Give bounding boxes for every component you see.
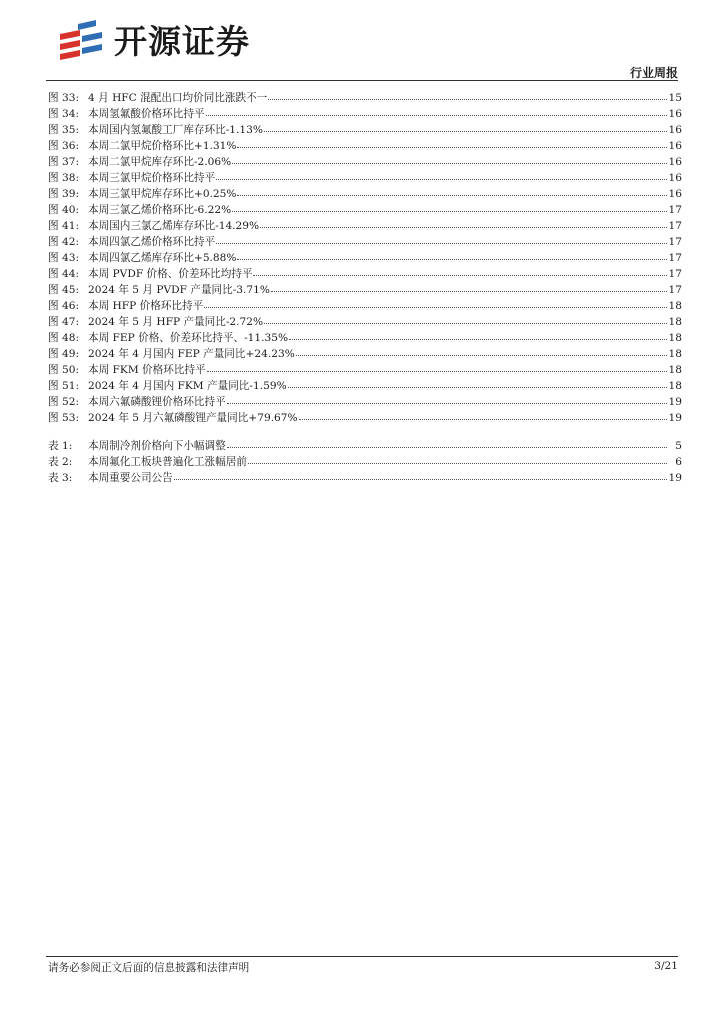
figure-entry-title: 本周氢氟酸价格环比持平 — [88, 108, 205, 120]
figure-entry-label: 图 50: — [48, 364, 80, 376]
figure-entry[interactable] — [48, 394, 682, 410]
disclaimer-text: 请务必参阅正文后面的信息披露和法律声明 — [48, 962, 250, 974]
page-number: 3/21 — [654, 960, 678, 972]
table-entry-page: 19 — [668, 472, 682, 484]
figure-entry-page: 15 — [668, 92, 682, 104]
figure-entry-page: 16 — [668, 108, 682, 120]
page-header — [0, 0, 724, 82]
figure-entry-page: 16 — [668, 172, 682, 184]
leader-dots — [288, 377, 667, 388]
figure-entry-page: 19 — [668, 396, 682, 408]
figure-entry-label: 图 47: — [48, 316, 80, 328]
figure-entry-page: 18 — [668, 332, 682, 344]
table-entry-page: 6 — [675, 456, 682, 468]
figure-entry-page: 18 — [668, 348, 682, 360]
figure-list — [48, 90, 682, 426]
figure-entry[interactable] — [48, 106, 682, 122]
figure-entry-title: 本周二氯甲烷库存环比-2.06% — [88, 156, 232, 168]
leader-dots — [264, 121, 667, 132]
leader-dots — [237, 249, 667, 260]
leader-dots — [264, 313, 667, 324]
figure-entry[interactable] — [48, 266, 682, 282]
figure-entry-title: 本周四氯乙烯库存环比+5.88% — [88, 252, 237, 264]
leader-dots — [237, 137, 667, 148]
figure-entry[interactable] — [48, 186, 682, 202]
leader-dots — [204, 297, 667, 308]
figure-entry-label: 图 44: — [48, 268, 80, 280]
figure-entry[interactable] — [48, 362, 682, 378]
figure-entry[interactable] — [48, 410, 682, 426]
figure-entry-page: 18 — [668, 380, 682, 392]
figure-entry-title: 本周三氯甲烷价格环比持平 — [88, 172, 216, 184]
figure-entry-page: 17 — [668, 220, 682, 232]
figure-entry-title: 本周国内三氯乙烯库存环比-14.29% — [88, 220, 260, 232]
figure-entry-label: 图 33: — [48, 92, 80, 104]
figure-entry[interactable] — [48, 346, 682, 362]
figure-entry[interactable] — [48, 330, 682, 346]
figure-entry-label: 图 38: — [48, 172, 80, 184]
figure-entry[interactable] — [48, 154, 682, 170]
figure-entry-title: 本周六氟磷酸锂价格环比持平 — [88, 396, 226, 408]
table-entry-title: 本周重要公司公告 — [88, 472, 173, 484]
figure-entry-page: 17 — [668, 252, 682, 264]
figure-entry[interactable] — [48, 298, 682, 314]
leader-dots — [248, 453, 667, 464]
figure-entry[interactable] — [48, 314, 682, 330]
leader-dots — [232, 153, 667, 164]
figure-entry-page: 17 — [668, 268, 682, 280]
figure-entry-page: 19 — [668, 412, 682, 424]
figure-entry-page: 17 — [668, 236, 682, 248]
figure-entry-label: 图 46: — [48, 300, 80, 312]
figure-entry-page: 18 — [668, 300, 682, 312]
table-entry[interactable] — [48, 470, 682, 486]
brand-logo — [58, 20, 298, 66]
figure-entry-title: 2024 年 5 月六氟磷酸锂产量同比+79.67% — [88, 412, 298, 424]
figure-entry-label: 图 52: — [48, 396, 80, 408]
leader-dots — [174, 469, 667, 480]
figure-entry[interactable] — [48, 138, 682, 154]
figure-entry-page: 16 — [668, 188, 682, 200]
header-divider — [46, 80, 678, 81]
figure-entry[interactable] — [48, 202, 682, 218]
figure-entry-title: 本周二氯甲烷价格环比+1.31% — [88, 140, 237, 152]
figure-entry[interactable] — [48, 170, 682, 186]
leader-dots — [268, 89, 667, 100]
leader-dots — [289, 329, 667, 340]
figure-entry[interactable] — [48, 378, 682, 394]
figure-entry-title: 本周三氯甲烷库存环比+0.25% — [88, 188, 237, 200]
table-entry-label: 表 1: — [48, 440, 73, 452]
figure-entry-page: 18 — [668, 364, 682, 376]
figure-entry-label: 图 49: — [48, 348, 80, 360]
figure-entry-label: 图 37: — [48, 156, 80, 168]
figure-entry[interactable] — [48, 250, 682, 266]
figure-entry-title: 本周三氯乙烯价格环比-6.22% — [88, 204, 232, 216]
table-entry[interactable] — [48, 454, 682, 470]
table-list — [48, 438, 682, 486]
table-entry-label: 表 3: — [48, 472, 73, 484]
leader-dots — [271, 281, 667, 292]
figure-entry-label: 图 36: — [48, 140, 80, 152]
figure-entry-label: 图 42: — [48, 236, 80, 248]
figure-entry-page: 16 — [668, 140, 682, 152]
table-entry[interactable] — [48, 438, 682, 454]
figure-entry-page: 17 — [668, 204, 682, 216]
leader-dots — [206, 105, 667, 116]
figure-entry-title: 本周 PVDF 价格、价差环比均持平 — [88, 268, 253, 280]
brand-logo-icon — [58, 20, 106, 64]
figure-entry-label: 图 51: — [48, 380, 80, 392]
figure-entry-page: 18 — [668, 316, 682, 328]
figure-entry-title: 2024 年 4 月国内 FEP 产量同比+24.23% — [88, 348, 295, 360]
figure-entry-title: 本周四氯乙烯价格环比持平 — [88, 236, 216, 248]
leader-dots — [237, 185, 667, 196]
table-entry-label: 表 2: — [48, 456, 73, 468]
leader-dots — [296, 345, 667, 356]
figure-entry-title: 2024 年 5 月 PVDF 产量同比-3.71% — [88, 284, 270, 296]
report-type: 行业周报 — [629, 66, 678, 80]
figure-entry-title: 本周国内氢氟酸工厂库存环比-1.13% — [88, 124, 263, 136]
figure-entry-label: 图 39: — [48, 188, 80, 200]
figure-entry[interactable] — [48, 122, 682, 138]
leader-dots — [227, 437, 667, 448]
figure-entry-page: 17 — [668, 284, 682, 296]
figure-entry-label: 图 35: — [48, 124, 80, 136]
figure-entry[interactable] — [48, 234, 682, 250]
leader-dots — [299, 409, 667, 420]
leader-dots — [253, 265, 667, 276]
figure-entry-title: 2024 年 5 月 HFP 产量同比-2.72% — [88, 316, 264, 328]
figure-entry-label: 图 34: — [48, 108, 80, 120]
brand-name: 开源证券 — [114, 22, 250, 61]
leader-dots — [260, 217, 667, 228]
table-entry-title: 本周制冷剂价格向下小幅调整 — [88, 440, 226, 452]
figure-entry-title: 本周 HFP 价格环比持平 — [88, 300, 204, 312]
figure-entry-label: 图 45: — [48, 284, 80, 296]
leader-dots — [216, 169, 667, 180]
figure-entry[interactable] — [48, 218, 682, 234]
figure-entry-title: 本周 FEP 价格、价差环比持平、-11.35% — [88, 332, 289, 344]
figure-entry[interactable] — [48, 282, 682, 298]
leader-dots — [227, 393, 667, 404]
table-entry-page: 5 — [675, 440, 682, 452]
figure-entry-title: 4 月 HFC 混配出口均价同比涨跌不一 — [88, 92, 268, 104]
leader-dots — [232, 201, 667, 212]
figure-entry-label: 图 41: — [48, 220, 80, 232]
figure-entry[interactable] — [48, 90, 682, 106]
figure-entry-label: 图 48: — [48, 332, 80, 344]
figure-entry-label: 图 40: — [48, 204, 80, 216]
figure-entry-title: 本周 FKM 价格环比持平 — [88, 364, 206, 376]
figure-entry-page: 16 — [668, 156, 682, 168]
figure-entry-page: 16 — [668, 124, 682, 136]
footer-divider — [46, 956, 678, 957]
table-entry-title: 本周氟化工板块普遍化工涨幅居前 — [88, 456, 247, 468]
leader-dots — [207, 361, 667, 372]
figure-entry-label: 图 53: — [48, 412, 80, 424]
figure-entry-label: 图 43: — [48, 252, 80, 264]
leader-dots — [216, 233, 667, 244]
figure-entry-title: 2024 年 4 月国内 FKM 产量同比-1.59% — [88, 380, 287, 392]
